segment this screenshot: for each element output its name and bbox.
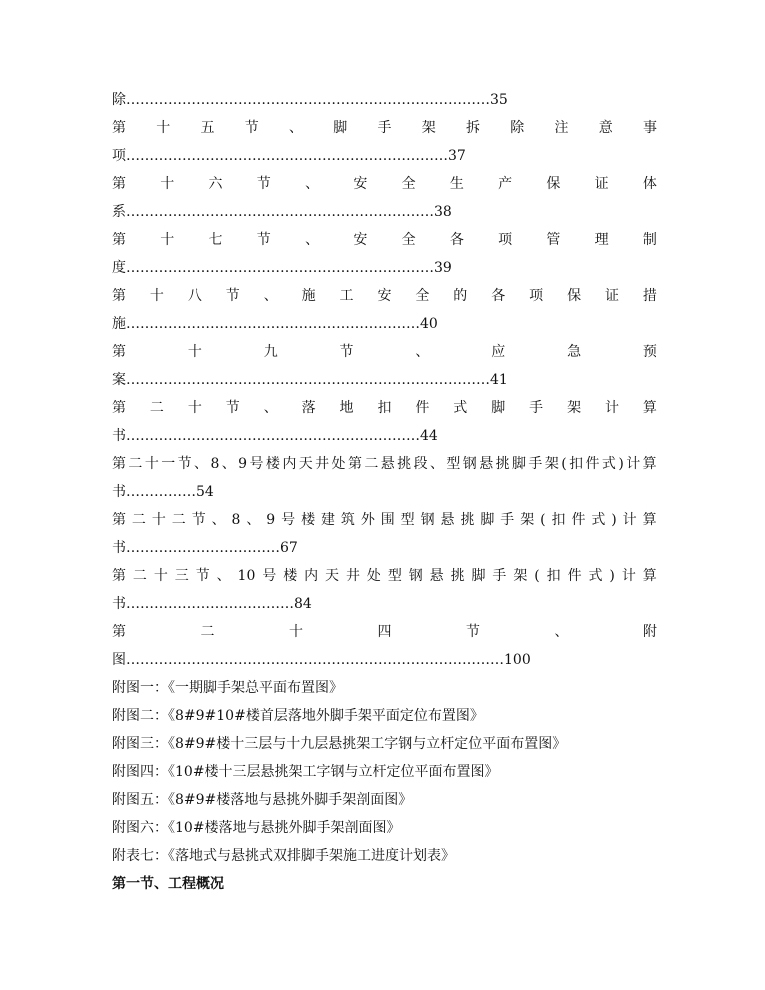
toc-title-glyph: 、: [305, 232, 320, 248]
toc-title-glyph: 架: [544, 456, 559, 472]
toc-entry-20-title: [112, 398, 657, 418]
toc-title-glyph: 算: [642, 568, 657, 584]
toc-title-glyph: 件: [415, 400, 430, 416]
appendix-item-2: 附图二：《8#9#10#楼首层落地外脚手架平面定位布置图》: [112, 708, 484, 724]
toc-title-glyph: 保: [567, 288, 582, 304]
toc-title-glyph: 各: [449, 232, 464, 248]
appendix-item-6: 附图六：《10#楼落地与悬挑外脚手架剖面图》: [112, 820, 401, 836]
toc-title-glyph: 事: [643, 120, 657, 136]
toc-title-glyph: 井: [315, 456, 330, 472]
toc-title-glyph: 十: [289, 624, 303, 640]
toc-entry-15-leader: [112, 146, 657, 166]
toc-title-glyph: 脚: [471, 568, 486, 584]
toc-title-glyph: 的: [453, 288, 468, 304]
toc-title-glyph: 第: [112, 120, 126, 136]
toc-title-glyph: 项: [529, 288, 544, 304]
toc-entry-22-title: [112, 510, 657, 530]
toc-title-glyph: 七: [208, 232, 223, 248]
toc-title-glyph: 号: [262, 568, 277, 584]
toc-title-glyph: 除: [510, 120, 525, 136]
toc-title-glyph: ): [609, 568, 615, 584]
toc-title-glyph: 产: [498, 176, 513, 192]
toc-title-glyph: 件: [567, 568, 582, 584]
appendix-item-4: 附图四：《10#楼十三层悬挑架工字钢与立杆定位平面布置图》: [112, 764, 499, 780]
toc-title-glyph: 手: [377, 120, 392, 136]
toc-leader: 项……………………………………………………………37: [112, 148, 466, 164]
toc-title-glyph: 第: [112, 512, 126, 528]
toc-title-glyph: 号: [249, 456, 264, 472]
toc-title-glyph: 十: [160, 232, 175, 248]
toc-title-glyph: 楼: [301, 512, 316, 528]
toc-entry-18-leader: [112, 314, 657, 334]
toc-title-glyph: 二: [364, 456, 379, 472]
toc-title-glyph: 保: [546, 176, 561, 192]
toc-title-glyph: 钢: [462, 456, 477, 472]
toc-title-glyph: 制: [642, 232, 657, 248]
toc-title-glyph: 十: [153, 568, 168, 584]
toc-title-glyph: 、: [221, 456, 236, 472]
toc-title-glyph: 建: [320, 512, 335, 528]
toc-title-glyph: (: [534, 568, 540, 584]
toc-leader: 书……………54: [112, 484, 214, 500]
toc-title-glyph: 悬: [380, 456, 395, 472]
toc-leader: 书……………………………67: [112, 540, 298, 556]
toc-title-glyph: 型: [446, 456, 461, 472]
toc-title-glyph: 手: [492, 568, 507, 584]
toc-title-glyph: 、: [216, 568, 231, 584]
toc-title-glyph: 第: [112, 568, 126, 584]
toc-title-glyph: 算: [642, 456, 657, 472]
toc-title-glyph: (: [561, 456, 567, 472]
toc-title-glyph: 、: [554, 624, 569, 640]
toc-leader: 书………………………………84: [112, 596, 312, 612]
toc-title-glyph: 脚: [491, 400, 506, 416]
toc-title-glyph: 挑: [495, 456, 510, 472]
toc-title-glyph: (: [540, 512, 546, 528]
toc-title-glyph: 二: [200, 624, 215, 640]
toc-entry-23-title: [112, 566, 657, 586]
toc-title-glyph: 施: [301, 288, 316, 304]
toc-title-glyph: 四: [377, 624, 392, 640]
toc-leader: 系…………………………………………………………38: [112, 204, 452, 220]
toc-title-glyph: 落: [301, 400, 316, 416]
toc-entry-17-leader: [112, 258, 657, 278]
toc-title-glyph: 急: [567, 344, 582, 360]
toc-title-glyph: 安: [353, 176, 368, 192]
toc-title-glyph: 意: [598, 120, 613, 136]
toc-leader: 度…………………………………………………………39: [112, 260, 452, 276]
toc-entry-19-title: [112, 342, 657, 362]
toc-title-glyph: 五: [200, 120, 215, 136]
toc-title-glyph: 节: [177, 456, 192, 472]
toc-title-glyph: 节: [225, 400, 240, 416]
toc-title-glyph: 段: [413, 456, 428, 472]
toc-title-glyph: 天: [298, 456, 313, 472]
toc-title-glyph: 工: [339, 288, 354, 304]
toc-title-glyph: 地: [339, 400, 354, 416]
toc-title-glyph: 扣: [551, 512, 566, 528]
toc-title-glyph: 八: [187, 288, 202, 304]
toc-title-glyph: 悬: [479, 456, 494, 472]
section-heading: 第一节、工程概况: [112, 876, 224, 892]
toc-title-glyph: 一: [161, 456, 176, 472]
toc-title-glyph: 节: [339, 344, 354, 360]
toc-title-glyph: 、: [263, 288, 278, 304]
toc-title-glyph: 式: [588, 568, 603, 584]
toc-title-glyph: 十: [151, 512, 166, 528]
toc-title-glyph: 各: [491, 288, 506, 304]
toc-title-glyph: 挑: [460, 512, 475, 528]
toc-title-glyph: 管: [546, 232, 561, 248]
toc-title-glyph: 件: [571, 512, 586, 528]
toc-entry-20-leader: [112, 426, 657, 446]
toc-entry-24-leader: [112, 650, 657, 670]
toc-title-glyph: 第: [347, 456, 362, 472]
toc-title-glyph: 项: [498, 232, 513, 248]
toc-title-glyph: 式: [453, 400, 468, 416]
toc-title-glyph: 脚: [512, 456, 526, 472]
toc-title-glyph: 六: [208, 176, 223, 192]
toc-title-glyph: 措: [642, 288, 657, 304]
toc-title-glyph: 型: [400, 512, 415, 528]
toc-title-glyph: 、: [246, 512, 261, 528]
toc-title-glyph: 楼: [265, 456, 280, 472]
toc-title-glyph: 、: [415, 344, 430, 360]
toc-title-glyph: 十: [156, 120, 171, 136]
toc-title-glyph: 挑: [397, 456, 412, 472]
toc-title-glyph: 9: [266, 512, 276, 528]
toc-title-glyph: 附: [643, 624, 657, 640]
toc-title-glyph: 十: [160, 176, 175, 192]
toc-title-glyph: 第: [112, 400, 126, 416]
toc-title-glyph: 架: [520, 512, 535, 528]
toc-title-glyph: 节: [256, 232, 271, 248]
toc-title-glyph: 型: [387, 568, 402, 584]
toc-title-glyph: 节: [195, 568, 210, 584]
toc-title-glyph: 预: [642, 344, 657, 360]
toc-title-glyph: 计: [626, 456, 641, 472]
toc-title-glyph: 件: [585, 456, 600, 472]
toc-title-glyph: 钢: [408, 568, 423, 584]
toc-title-glyph: 悬: [440, 512, 455, 528]
toc-title-glyph: 天: [325, 568, 340, 584]
toc-title-glyph: 扣: [546, 568, 561, 584]
toc-title-glyph: 证: [594, 176, 609, 192]
toc-title-glyph: 十: [149, 288, 164, 304]
toc-title-glyph: 脚: [333, 120, 348, 136]
toc-title-glyph: 二: [132, 568, 147, 584]
appendix-item-7: 附表七：《落地式与悬挑式双排脚手架施工进度计划表》: [112, 848, 455, 864]
toc-line-35: [112, 90, 657, 110]
toc-title-glyph: 内: [282, 456, 297, 472]
toc-title-glyph: 、: [429, 456, 444, 472]
toc-title-glyph: 拆: [466, 120, 480, 136]
toc-title-glyph: ): [618, 456, 624, 472]
toc-title-glyph: 二: [171, 512, 186, 528]
toc-title-glyph: 十: [144, 456, 159, 472]
toc-entry-16-title: [112, 174, 657, 194]
toc-title-glyph: 式: [601, 456, 616, 472]
toc-title-glyph: 架: [567, 400, 582, 416]
toc-title-glyph: 二: [131, 512, 146, 528]
toc-title-glyph: 、: [194, 456, 209, 472]
appendix-item-3: 附图三：《8#9#楼十三层与十九层悬挑架工字钢与立杆定位平面布置图》: [112, 736, 567, 752]
toc-title-glyph: 手: [500, 512, 515, 528]
toc-leader: 案……………………………………………………………………41: [112, 372, 508, 388]
toc-title-glyph: 三: [174, 568, 189, 584]
toc-title-glyph: 算: [642, 512, 657, 528]
toc-leader: 书………………………………………………………44: [112, 428, 438, 444]
toc-entry-22-leader: [112, 538, 657, 558]
toc-entry-15-title: [112, 118, 657, 138]
toc-title-glyph: 应: [491, 344, 506, 360]
toc-title-glyph: 9: [238, 456, 248, 472]
toc-entry-24-title: [112, 622, 657, 642]
toc-title-glyph: 全: [415, 288, 430, 304]
toc-title-glyph: 悬: [429, 568, 444, 584]
toc-title-glyph: 、: [211, 512, 226, 528]
toc-title-glyph: 脚: [480, 512, 495, 528]
toc-title-glyph: 全: [401, 232, 416, 248]
toc-title-glyph: 手: [529, 400, 544, 416]
toc-title-glyph: 、: [263, 400, 278, 416]
toc-entry-19-leader: [112, 370, 657, 390]
toc-entry-16-leader: [112, 202, 657, 222]
toc-title-glyph: 手: [528, 456, 543, 472]
toc-title-glyph: 第: [112, 288, 126, 304]
toc-title-glyph: 钢: [420, 512, 435, 528]
toc-title-glyph: ): [611, 512, 617, 528]
toc-title-glyph: 节: [256, 176, 271, 192]
toc-title-glyph: 10: [237, 568, 256, 584]
toc-title-glyph: 算: [642, 400, 657, 416]
toc-entry-21-title: [112, 454, 657, 474]
toc-title-glyph: 架: [513, 568, 528, 584]
toc-title-glyph: 节: [191, 512, 206, 528]
toc-title-glyph: 扣: [569, 456, 584, 472]
toc-title-glyph: 扣: [377, 400, 392, 416]
toc-title-glyph: 节: [244, 120, 259, 136]
toc-title-glyph: 生: [449, 176, 464, 192]
toc-title-glyph: 二: [128, 456, 143, 472]
toc-title-glyph: 节: [225, 288, 240, 304]
appendix-item-1: 附图一：《一期脚手架总平面布置图》: [112, 680, 343, 696]
toc-title-glyph: 处: [331, 456, 346, 472]
toc-title-glyph: 、: [289, 120, 303, 136]
toc-title-glyph: 筑: [340, 512, 355, 528]
toc-leader: 图………………………………………………………………………100: [112, 652, 531, 668]
appendix-item-5: 附图五：《8#9#楼落地与悬挑外脚手架剖面图》: [112, 792, 413, 808]
toc-title-glyph: 安: [353, 232, 368, 248]
toc-title-glyph: 计: [621, 568, 636, 584]
toc-title-glyph: 九: [263, 344, 278, 360]
toc-title-glyph: 体: [642, 176, 657, 192]
toc-title-glyph: 围: [380, 512, 395, 528]
toc-title-glyph: 第: [112, 624, 126, 640]
toc-title-glyph: 证: [604, 288, 619, 304]
toc-title-glyph: 处: [366, 568, 381, 584]
toc-title-glyph: 第: [112, 176, 126, 192]
toc-title-glyph: 全: [401, 176, 416, 192]
toc-title-glyph: 架: [421, 120, 436, 136]
toc-title-glyph: 第: [112, 344, 126, 360]
toc-title-glyph: 理: [594, 232, 609, 248]
toc-title-glyph: 挑: [450, 568, 465, 584]
toc-title-glyph: 节: [466, 624, 480, 640]
toc-title-glyph: 、: [305, 176, 320, 192]
toc-title-glyph: 注: [554, 120, 569, 136]
toc-title-glyph: 8: [231, 512, 241, 528]
toc-title-glyph: 外: [360, 512, 375, 528]
toc-title-glyph: 计: [604, 400, 619, 416]
toc-leader: 除……………………………………………………………………35: [112, 92, 508, 108]
toc-entry-23-leader: [112, 594, 657, 614]
toc-title-glyph: 第: [112, 232, 126, 248]
toc-title-glyph: 式: [591, 512, 606, 528]
toc-title-glyph: 8: [210, 456, 220, 472]
toc-leader: 施………………………………………………………40: [112, 316, 438, 332]
toc-title-glyph: 井: [345, 568, 360, 584]
toc-title-glyph: 安: [377, 288, 392, 304]
toc-entry-17-title: [112, 230, 657, 250]
toc-title-glyph: 楼: [283, 568, 298, 584]
toc-title-glyph: 内: [304, 568, 319, 584]
toc-title-glyph: 十: [187, 344, 202, 360]
toc-entry-18-title: [112, 286, 657, 306]
toc-title-glyph: 二: [149, 400, 164, 416]
toc-title-glyph: 十: [187, 400, 202, 416]
toc-entry-21-leader: [112, 482, 657, 502]
toc-title-glyph: 计: [622, 512, 637, 528]
toc-title-glyph: 第: [112, 456, 126, 472]
toc-title-glyph: 号: [281, 512, 296, 528]
